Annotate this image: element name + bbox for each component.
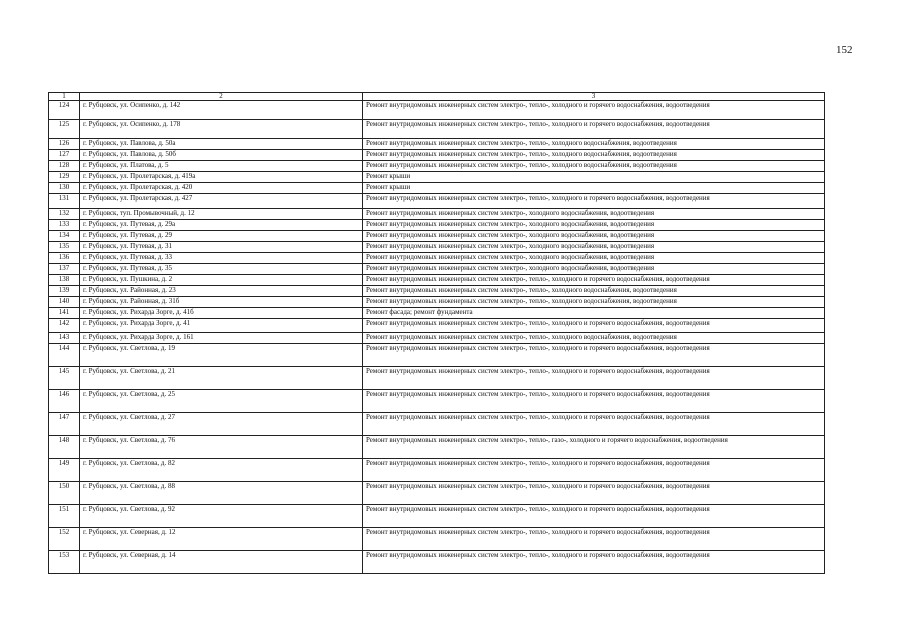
row-address: г. Рубцовск, ул. Рихарда Зорге, д. 41 (80, 319, 363, 333)
row-number: 153 (49, 551, 80, 574)
row-number: 139 (49, 286, 80, 297)
row-work: Ремонт внутридомовых инженерных систем электро-, холодного водоснабжения, водоотведения (363, 264, 825, 275)
row-work: Ремонт внутридомовых инженерных систем электро-, тепло-, холодного водоснабжения, водоотведения (363, 161, 825, 172)
table-row (49, 264, 825, 275)
table-row (49, 242, 825, 253)
table-row (49, 344, 825, 367)
table-row (49, 161, 825, 172)
row-address: г. Рубцовск, ул. Осипенко, д. 142 (80, 101, 363, 120)
table-row (49, 333, 825, 344)
row-number: 126 (49, 139, 80, 150)
row-number: 141 (49, 308, 80, 319)
table-row (49, 150, 825, 161)
column-header-address: 2 (80, 93, 363, 101)
row-number: 138 (49, 275, 80, 286)
row-number: 146 (49, 390, 80, 413)
row-address: г. Рубцовск, ул. Северная, д. 12 (80, 528, 363, 551)
table-row (49, 139, 825, 150)
row-work: Ремонт внутридомовых инженерных систем электро-, холодного водоснабжения, водоотведения (363, 220, 825, 231)
row-address: г. Рубцовск, ул. Павлова, д. 50а (80, 139, 363, 150)
row-address: г. Рубцовск, ул. Светлова, д. 88 (80, 482, 363, 505)
row-number: 136 (49, 253, 80, 264)
row-work: Ремонт внутридомовых инженерных систем электро-, холодного водоснабжения, водоотведения (363, 253, 825, 264)
row-number: 133 (49, 220, 80, 231)
table-row (49, 319, 825, 333)
table-row (49, 459, 825, 482)
row-number: 129 (49, 172, 80, 183)
row-address: г. Рубцовск, ул. Пролетарская, д. 420 (80, 183, 363, 194)
row-number: 132 (49, 209, 80, 220)
row-address: г. Рубцовск, ул. Светлова, д. 76 (80, 436, 363, 459)
row-work: Ремонт внутридомовых инженерных систем электро-, тепло-, холодного водоснабжения, водоотведения (363, 297, 825, 308)
row-work: Ремонт внутридомовых инженерных систем электро-, тепло-, холодного водоснабжения, водоотведения (363, 139, 825, 150)
row-work: Ремонт внутридомовых инженерных систем электро-, тепло-, холодного и горячего водоснабжения, водоотведения (363, 194, 825, 209)
table-row (49, 528, 825, 551)
works-table (48, 92, 825, 574)
table-row (49, 183, 825, 194)
row-address: г. Рубцовск, ул. Пролетарская, д. 419а (80, 172, 363, 183)
table-row (49, 209, 825, 220)
row-address: г. Рубцовск, ул. Путевая, д. 29 (80, 231, 363, 242)
row-work: Ремонт внутридомовых инженерных систем электро-, холодного водоснабжения, водоотведения (363, 242, 825, 253)
table-header-row (49, 93, 825, 101)
table-row (49, 231, 825, 242)
table-body (49, 101, 825, 574)
row-address: г. Рубцовск, ул. Светлова, д. 25 (80, 390, 363, 413)
row-work: Ремонт внутридомовых инженерных систем электро-, тепло-, холодного и горячего водоснабжения, водоотведения (363, 344, 825, 367)
row-work: Ремонт внутридомовых инженерных систем электро-, тепло-, холодного и горячего водоснабжения, водоотведения (363, 275, 825, 286)
table-row (49, 286, 825, 297)
row-address: г. Рубцовск, ул. Павлова, д. 50б (80, 150, 363, 161)
row-number: 124 (49, 101, 80, 120)
table-row (49, 551, 825, 574)
row-number: 145 (49, 367, 80, 390)
row-number: 144 (49, 344, 80, 367)
row-number: 151 (49, 505, 80, 528)
row-work: Ремонт внутридомовых инженерных систем электро-, тепло-, холодного водоснабжения, водоотведения (363, 333, 825, 344)
row-address: г. Рубцовск, ул. Районная, д. 31б (80, 297, 363, 308)
table-row (49, 220, 825, 231)
row-number: 127 (49, 150, 80, 161)
row-number: 125 (49, 120, 80, 139)
row-address: г. Рубцовск, ул. Светлова, д. 19 (80, 344, 363, 367)
row-work: Ремонт внутридомовых инженерных систем электро-, тепло-, холодного водоснабжения, водоотведения (363, 150, 825, 161)
row-address: г. Рубцовск, ул. Светлова, д. 21 (80, 367, 363, 390)
row-number: 140 (49, 297, 80, 308)
row-work: Ремонт внутридомовых инженерных систем электро-, тепло-, холодного и горячего водоснабжения, водоотведения (363, 319, 825, 333)
table-row (49, 390, 825, 413)
row-work: Ремонт внутридомовых инженерных систем электро-, тепло-, холодного и горячего водоснабжения, водоотведения (363, 120, 825, 139)
row-work: Ремонт внутридомовых инженерных систем электро-, тепло-, холодного и горячего водоснабжения, водоотведения (363, 101, 825, 120)
table-row (49, 275, 825, 286)
row-work: Ремонт внутридомовых инженерных систем электро-, тепло-, холодного и горячего водоснабжения, водоотведения (363, 413, 825, 436)
row-address: г. Рубцовск, ул. Путевая, д. 35 (80, 264, 363, 275)
row-number: 128 (49, 161, 80, 172)
column-header-work: 3 (363, 93, 825, 101)
row-address: г. Рубцовск, ул. Осипенко, д. 178 (80, 120, 363, 139)
row-address: г. Рубцовск, ул. Светлова, д. 27 (80, 413, 363, 436)
row-number: 149 (49, 459, 80, 482)
column-header-number: 1 (49, 93, 80, 101)
row-work: Ремонт внутридомовых инженерных систем электро-, тепло-, холодного и горячего водоснабжения, водоотведения (363, 390, 825, 413)
row-number: 130 (49, 183, 80, 194)
row-number: 150 (49, 482, 80, 505)
row-address: г. Рубцовск, ул. Путевая, д. 33 (80, 253, 363, 264)
row-number: 148 (49, 436, 80, 459)
table-row (49, 194, 825, 209)
page-number: 152 (836, 44, 853, 56)
row-work: Ремонт внутридомовых инженерных систем электро-, тепло-, холодного водоснабжения, водоотведения (363, 286, 825, 297)
table-row (49, 482, 825, 505)
row-work: Ремонт внутридомовых инженерных систем электро-, тепло-, холодного и горячего водоснабжения, водоотведения (363, 367, 825, 390)
table-row (49, 436, 825, 459)
row-work: Ремонт крыши (363, 183, 825, 194)
row-number: 131 (49, 194, 80, 209)
row-address: г. Рубцовск, ул. Платова, д. 5 (80, 161, 363, 172)
row-address: г. Рубцовск, ул. Пролетарская, д. 427 (80, 194, 363, 209)
row-work: Ремонт внутридомовых инженерных систем электро-, тепло-, холодного и горячего водоснабжения, водоотведения (363, 505, 825, 528)
row-number: 135 (49, 242, 80, 253)
row-number: 152 (49, 528, 80, 551)
table-row (49, 172, 825, 183)
row-work: Ремонт крыши (363, 172, 825, 183)
row-number: 142 (49, 319, 80, 333)
row-address: г. Рубцовск, ул. Районная, д. 23 (80, 286, 363, 297)
row-address: г. Рубцовск, ул. Северная, д. 14 (80, 551, 363, 574)
row-work: Ремонт внутридомовых инженерных систем электро-, тепло-, холодного и горячего водоснабжения, водоотведения (363, 528, 825, 551)
row-address: г. Рубцовск, ул. Пушкина, д. 2 (80, 275, 363, 286)
row-number: 143 (49, 333, 80, 344)
row-address: г. Рубцовск, ул. Рихарда Зорге, д. 41б (80, 308, 363, 319)
row-work: Ремонт внутридомовых инженерных систем электро-, тепло-, газо-, холодного и горячего водоснабжения, водоотведения (363, 436, 825, 459)
row-work: Ремонт внутридомовых инженерных систем электро-, тепло-, холодного и горячего водоснабжения, водоотведения (363, 551, 825, 574)
row-address: г. Рубцовск, ул. Путевая, д. 31 (80, 242, 363, 253)
row-work: Ремонт фасада; ремонт фундамента (363, 308, 825, 319)
row-work: Ремонт внутридомовых инженерных систем электро-, холодного водоснабжения, водоотведения (363, 209, 825, 220)
table-row (49, 101, 825, 120)
row-work: Ремонт внутридомовых инженерных систем электро-, тепло-, холодного и горячего водоснабжения, водоотведения (363, 459, 825, 482)
row-number: 137 (49, 264, 80, 275)
row-address: г. Рубцовск, туп. Промывочный, д. 12 (80, 209, 363, 220)
row-work: Ремонт внутридомовых инженерных систем электро-, холодного водоснабжения, водоотведения (363, 231, 825, 242)
table-row (49, 367, 825, 390)
table-row (49, 297, 825, 308)
row-address: г. Рубцовск, ул. Рихарда Зорге, д. 161 (80, 333, 363, 344)
table-row (49, 253, 825, 264)
row-address: г. Рубцовск, ул. Светлова, д. 92 (80, 505, 363, 528)
row-number: 147 (49, 413, 80, 436)
table-row (49, 120, 825, 139)
table-row (49, 505, 825, 528)
table-row (49, 413, 825, 436)
row-work: Ремонт внутридомовых инженерных систем электро-, тепло-, холодного и горячего водоснабжения, водоотведения (363, 482, 825, 505)
row-address: г. Рубцовск, ул. Путевая, д. 29а (80, 220, 363, 231)
table-row (49, 308, 825, 319)
row-number: 134 (49, 231, 80, 242)
row-address: г. Рубцовск, ул. Светлова, д. 82 (80, 459, 363, 482)
